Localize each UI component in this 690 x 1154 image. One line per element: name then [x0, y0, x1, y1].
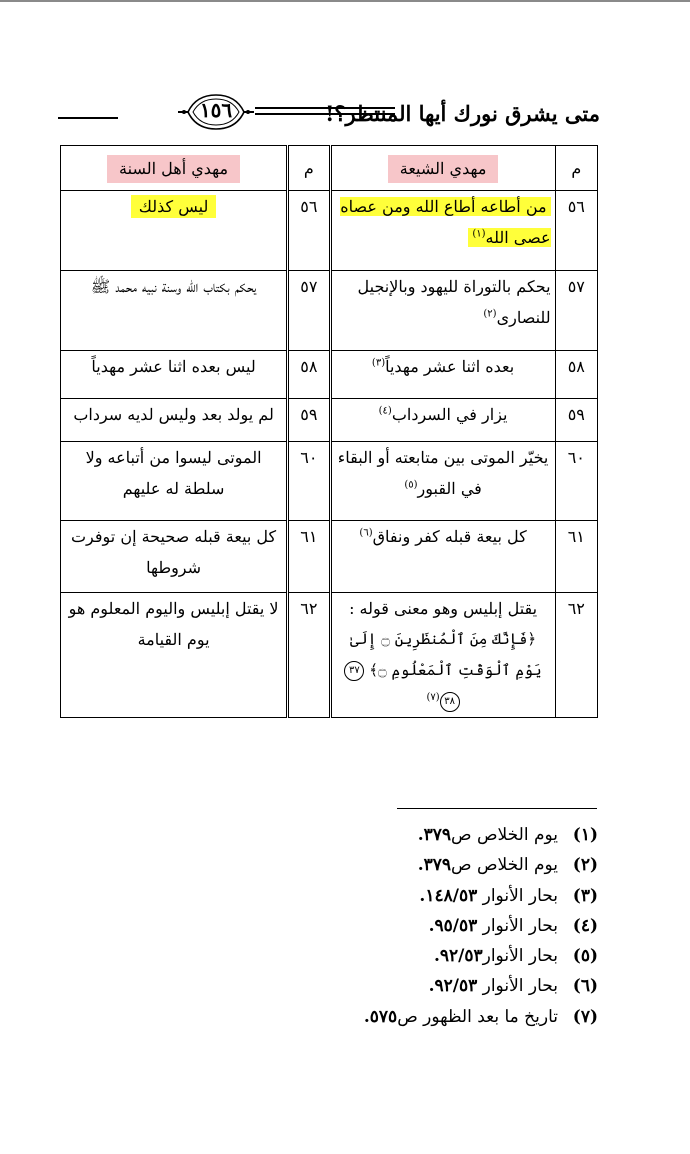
- header-num-sunni: [288, 146, 330, 191]
- sunni-cell: [61, 271, 288, 351]
- sunni-text: لا يقتل إبليس واليوم المعلوم هو يوم القيامة: [68, 599, 279, 649]
- footnote-text: يوم الخلاص ص: [451, 855, 558, 876]
- table-row: [61, 399, 598, 442]
- shia-text: بعده اثنا عشر مهدياً: [385, 357, 515, 376]
- footnote-number: (٦): [572, 976, 598, 997]
- row-num: ٦١: [288, 521, 330, 593]
- footnote-ref-num: ٣٧٩.: [417, 855, 452, 876]
- row-num: ٥٦: [555, 191, 597, 271]
- sunni-cell: [61, 399, 288, 442]
- shia-cell: [330, 442, 555, 521]
- footnote-number: (٤): [572, 915, 598, 936]
- verse-number-icon: ٣٨: [440, 692, 460, 712]
- footnote-text: بحار الأنوار: [482, 946, 558, 967]
- header-num-label: م: [571, 158, 582, 178]
- page-number-badge: [178, 93, 254, 131]
- footnote-item: [364, 820, 598, 850]
- sunni-text: كل بيعة قبله صحيحة إن توفرت شروطها: [70, 527, 277, 577]
- footnote-ref: (٢): [483, 308, 497, 320]
- row-num: ٥٦: [288, 191, 330, 271]
- header-num-shia: [555, 146, 597, 191]
- sunni-text: ليس بعده اثنا عشر مهدياً: [91, 357, 256, 376]
- footnote-item: [364, 911, 598, 941]
- row-num: ٥٩: [555, 399, 597, 442]
- footnote-ref: (٣): [371, 357, 386, 369]
- header-rule-left: [58, 117, 118, 119]
- row-num: ٦٠: [288, 442, 330, 521]
- row-num: ٦٢: [288, 593, 330, 718]
- footnote-ref: (٤): [378, 405, 392, 417]
- row-num: ٦١: [555, 521, 597, 593]
- footnote-ref-num: ١٤٨/٥٣.: [419, 885, 478, 906]
- footnote-number: (٢): [572, 855, 598, 876]
- footnote-text: بحار الأنوار: [477, 885, 558, 906]
- footnote-text: يوم الخلاص ص: [451, 825, 558, 845]
- header-num-label: م: [303, 158, 314, 178]
- header-shia-label: مهدي الشيعة: [388, 155, 499, 183]
- row-num: ٥٧: [288, 271, 330, 351]
- footnote-item: [364, 850, 598, 880]
- comparison-table: [60, 145, 598, 718]
- sunni-text: ليس كذلك: [131, 195, 217, 218]
- shia-cell: [330, 351, 555, 399]
- shia-cell: [330, 521, 555, 593]
- footnote-item: [364, 881, 598, 911]
- quran-verse: [336, 624, 551, 717]
- footnote-text: بحار الأنوار: [477, 915, 558, 936]
- table-row: [61, 521, 598, 593]
- sunni-text: يحكم بكتاب الله وسنة نبيه محمد ﷺ: [90, 277, 257, 296]
- footnote-number: (٧): [572, 1006, 598, 1027]
- table-row: [61, 593, 598, 718]
- header-sunni: [61, 146, 288, 191]
- shia-text: يحكم بالتوراة لليهود وبالإنجيل للنصارى: [357, 277, 551, 327]
- footnote-ref: (١): [472, 228, 486, 240]
- footnote-ref-num: ٩٢/٥٣.: [428, 976, 478, 997]
- shia-cell: [330, 191, 555, 271]
- page-number: ١٥٦: [199, 98, 233, 122]
- shia-text: يخيّر الموتى بين متابعته أو البقاء في القبور: [337, 448, 549, 498]
- quran-text: ﴿فَإِنَّكَ مِنَ ٱلْمُنظَرِينَ ۝ إِلَىٰ يَوْمِ ٱلْوَقْتِ ٱلْمَعْلُومِ ۝﴾: [350, 630, 542, 679]
- table-header-row: [61, 146, 598, 191]
- top-rule: [0, 0, 690, 2]
- row-num: ٥٧: [555, 271, 597, 351]
- footnote-number: (١): [572, 825, 598, 845]
- shia-text: يقتل إبليس وهو معنى قوله :: [349, 599, 538, 618]
- footnote-text: بحار الأنوار: [477, 976, 558, 997]
- sunni-cell: [61, 521, 288, 593]
- sunni-cell: [61, 442, 288, 521]
- row-num: ٥٩: [288, 399, 330, 442]
- shia-cell: [330, 593, 555, 718]
- row-num: ٥٨: [288, 351, 330, 399]
- footnote-text: تاريخ ما بعد الظهور ص: [397, 1006, 558, 1027]
- footnote-number: (٥): [572, 946, 598, 967]
- footnote-ref-num: ٥٧٥.: [363, 1006, 398, 1027]
- sunni-text: لم يولد بعد وليس لديه سرداب: [73, 405, 274, 424]
- shia-text: يزار في السرداب: [391, 405, 508, 424]
- footnote-ref-num: ٩٥/٥٣.: [428, 915, 478, 936]
- row-num: ٦٠: [555, 442, 597, 521]
- table-row: [61, 442, 598, 521]
- footnote-ref-num: ٣٧٩.: [417, 825, 452, 845]
- table-row: [61, 191, 598, 271]
- footnote-ref: (٥): [404, 479, 418, 491]
- footnote-number: (٣): [572, 885, 598, 906]
- shia-cell: [330, 271, 555, 351]
- footnote-item: [364, 941, 598, 971]
- verse-number-icon: ٣٧: [344, 661, 364, 681]
- sunni-cell: [61, 351, 288, 399]
- shia-cell: [330, 399, 555, 442]
- row-num: ٦٢: [555, 593, 597, 718]
- footnote-item: [364, 971, 598, 1001]
- row-num: ٥٨: [555, 351, 597, 399]
- footnote-separator: [397, 808, 597, 809]
- sunni-cell: [61, 593, 288, 718]
- page-header: [58, 93, 600, 135]
- footnote-ref: (٧): [426, 692, 440, 703]
- sunni-cell: [61, 191, 288, 271]
- footnote-ref: (٦): [359, 527, 373, 539]
- running-title: متى يشرق نورك أيها المنتظر؟!: [325, 101, 600, 126]
- table-row: [61, 351, 598, 399]
- shia-text: من أطاعه أطاع الله ومن عصاه عصى الله: [340, 197, 551, 247]
- footnote-ref-num: ٩٢/٥٣.: [433, 946, 483, 967]
- footnotes: [364, 820, 598, 1032]
- shia-text: كل بيعة قبله كفر ونفاق: [372, 527, 527, 546]
- header-shia: [330, 146, 555, 191]
- sunni-text: الموتى ليسوا من أتباعه ولا سلطة له عليهم: [85, 448, 262, 498]
- table-row: [61, 271, 598, 351]
- footnote-item: [364, 1002, 598, 1032]
- header-sunni-label: مهدي أهل السنة: [107, 155, 240, 183]
